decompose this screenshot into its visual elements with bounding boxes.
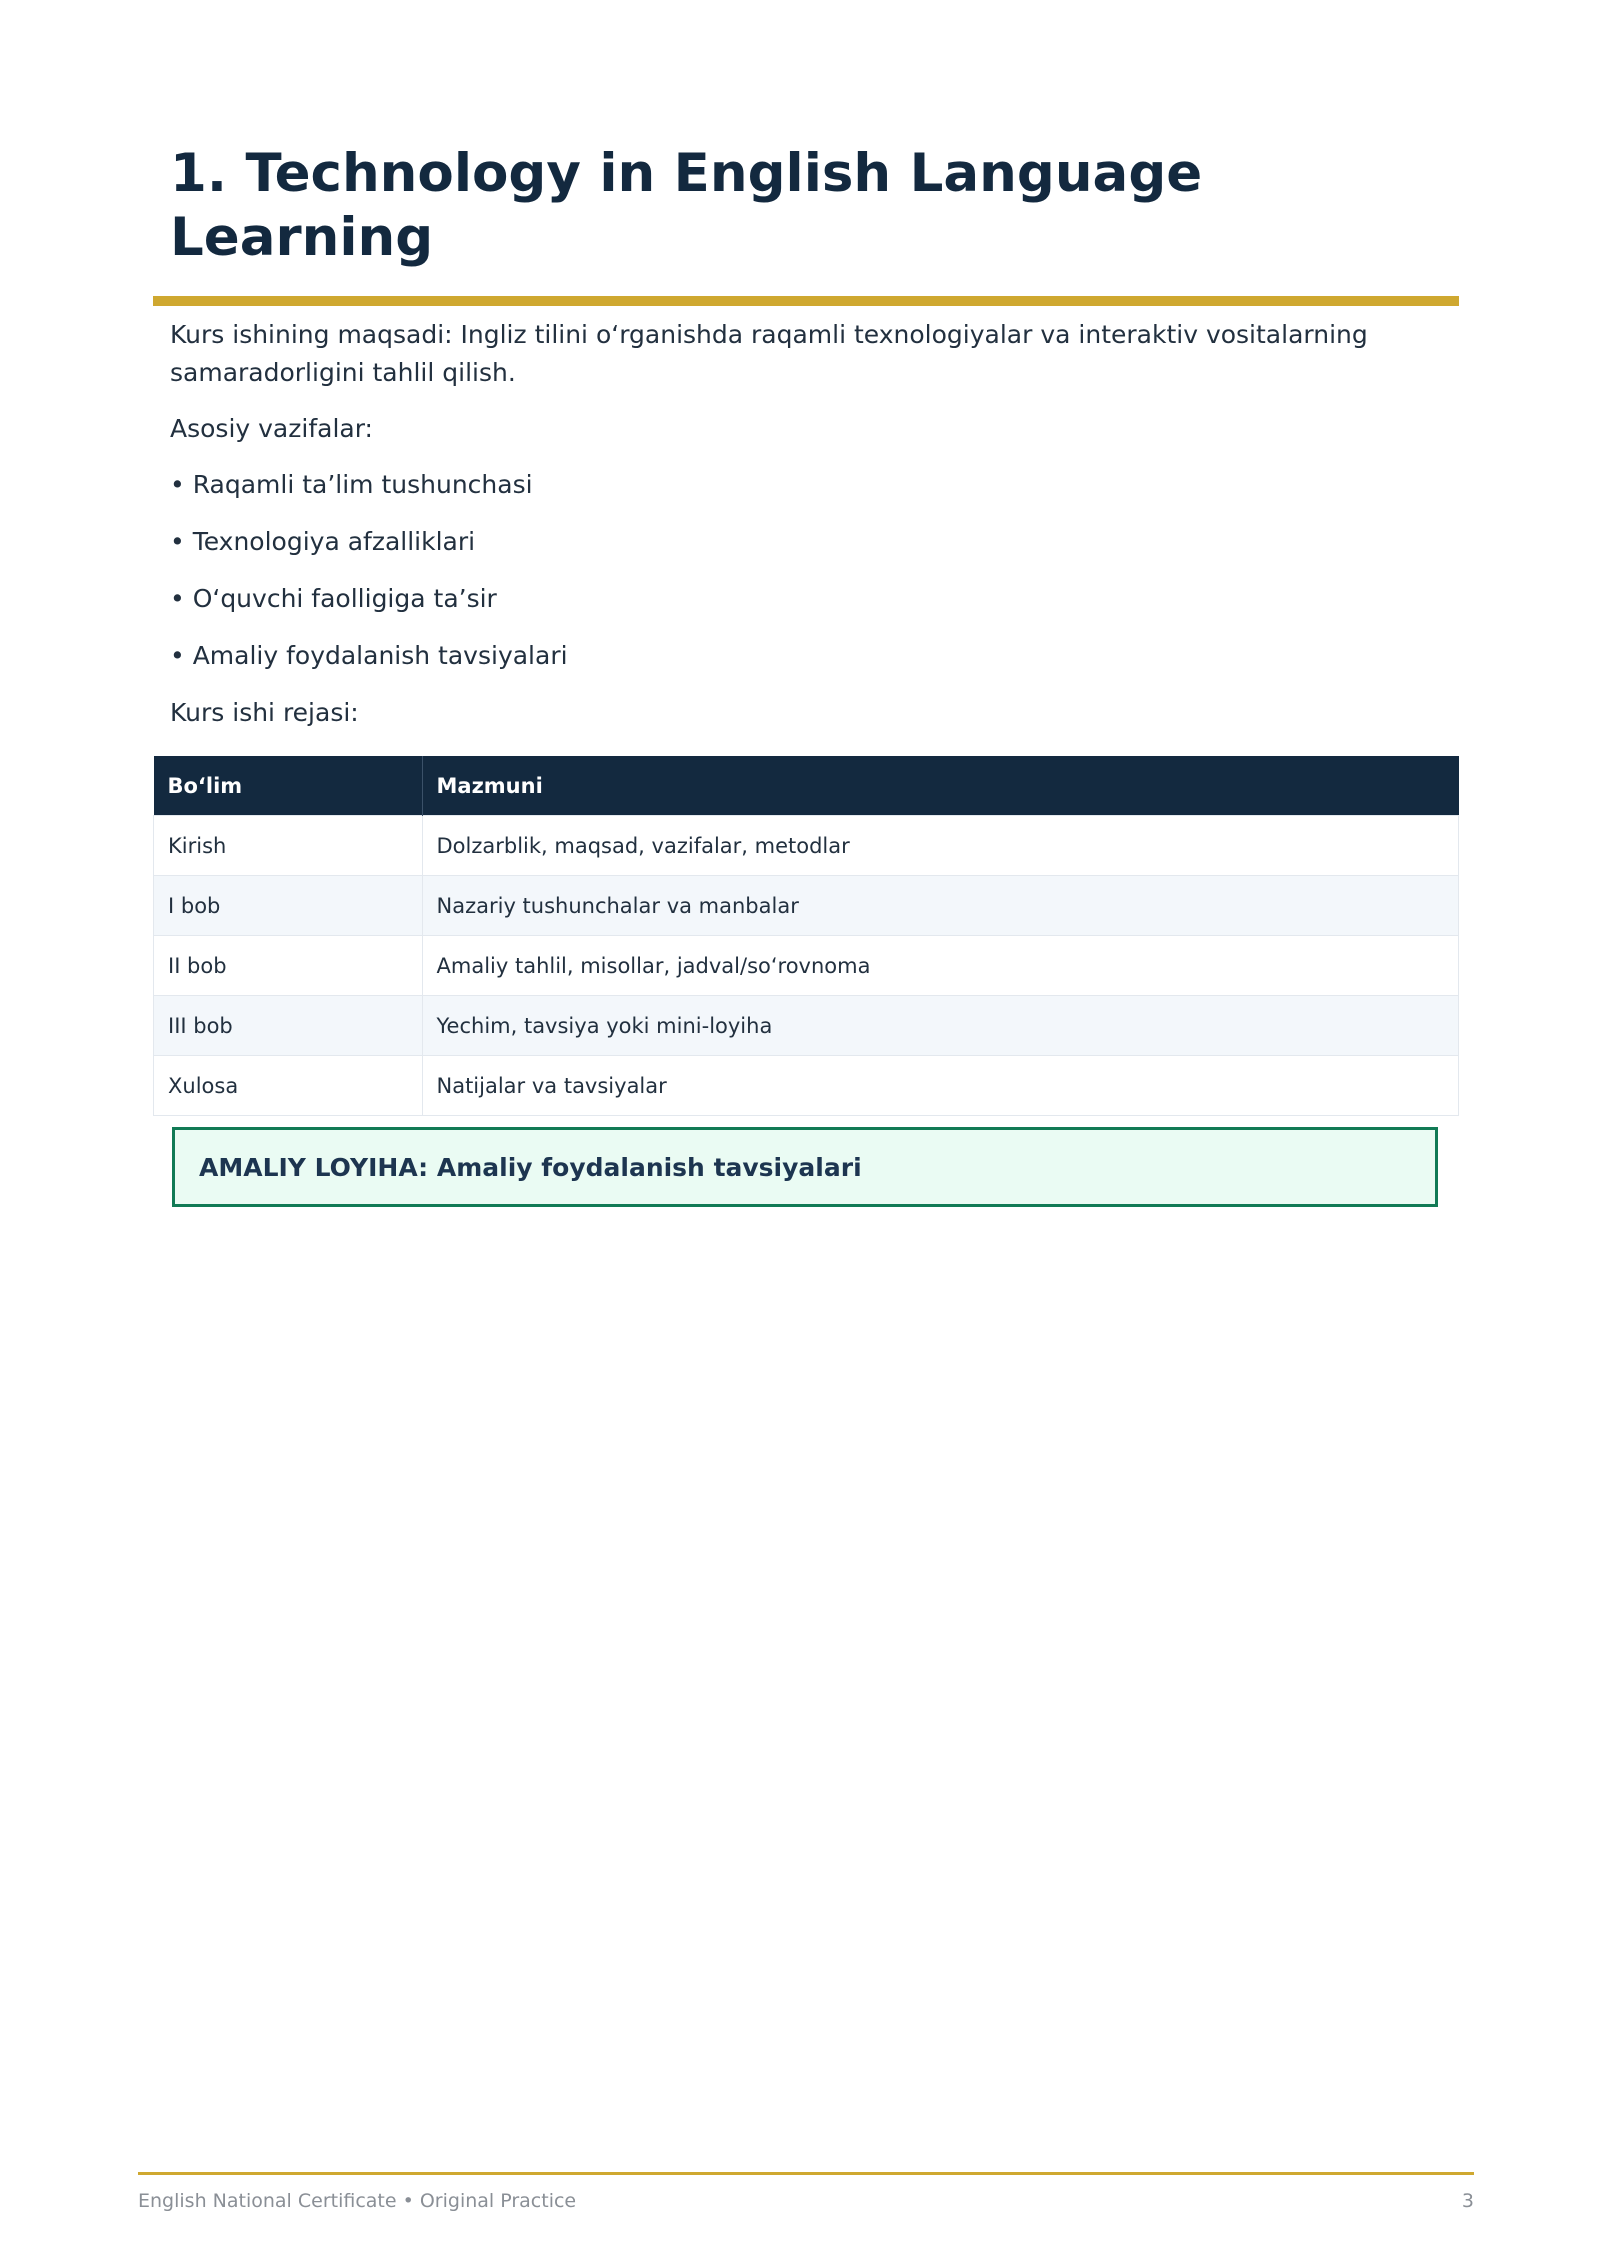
table-cell-content: Natijalar va tavsiyalar bbox=[422, 1056, 1459, 1116]
table-cell-content: Nazariy tushunchalar va manbalar bbox=[422, 876, 1459, 936]
column-header-content: Mazmuni bbox=[422, 756, 1459, 816]
footer-text: English National Certificate • Original Practice bbox=[138, 2190, 577, 2212]
table-cell-section: I bob bbox=[154, 876, 423, 936]
purpose-paragraph: Kurs ishining maqsadi: Ingliz tilini oʻrganishda raqamli texnologiyalar va interaktiv vositalarning samaradorligini tahlil qilish. bbox=[170, 320, 1368, 387]
table-cell-section: II bob bbox=[154, 936, 423, 996]
column-header-section: Boʻlim bbox=[154, 756, 423, 816]
task-item: • Oʻquvchi faolligiga ta’sir bbox=[170, 584, 497, 613]
table-cell-section: Xulosa bbox=[154, 1056, 423, 1116]
table-row bbox=[154, 996, 1459, 1056]
table-cell-section: Kirish bbox=[154, 816, 423, 876]
content-body bbox=[170, 316, 1450, 750]
page-number: 3 bbox=[1461, 2190, 1474, 2212]
table-row bbox=[154, 1056, 1459, 1116]
course-plan-table bbox=[153, 756, 1459, 1116]
project-callout-text: AMALIY LOYIHA: Amaliy foydalanish tavsiyalari bbox=[199, 1152, 862, 1182]
tasks-heading: Asosiy vazifalar: bbox=[170, 414, 373, 443]
table-cell-content: Dolzarblik, maqsad, vazifalar, metodlar bbox=[422, 816, 1459, 876]
table-row bbox=[154, 876, 1459, 936]
table-row bbox=[154, 816, 1459, 876]
table-cell-section: III bob bbox=[154, 996, 423, 1056]
page-title: 1. Technology in English Language Learning bbox=[170, 143, 1203, 268]
title-divider bbox=[153, 296, 1459, 306]
task-item: • Raqamli ta’lim tushunchasi bbox=[170, 470, 533, 499]
table-header-row bbox=[154, 756, 1459, 816]
footer-divider bbox=[138, 2172, 1474, 2175]
table-cell-content: Amaliy tahlil, misollar, jadval/soʻrovnoma bbox=[422, 936, 1459, 996]
task-item: • Texnologiya afzalliklari bbox=[170, 527, 476, 556]
task-item: • Amaliy foydalanish tavsiyalari bbox=[170, 641, 568, 670]
plan-heading: Kurs ishi rejasi: bbox=[170, 698, 359, 727]
project-callout-box bbox=[172, 1127, 1438, 1207]
table-cell-content: Yechim, tavsiya yoki mini-loyiha bbox=[422, 996, 1459, 1056]
table-row bbox=[154, 936, 1459, 996]
